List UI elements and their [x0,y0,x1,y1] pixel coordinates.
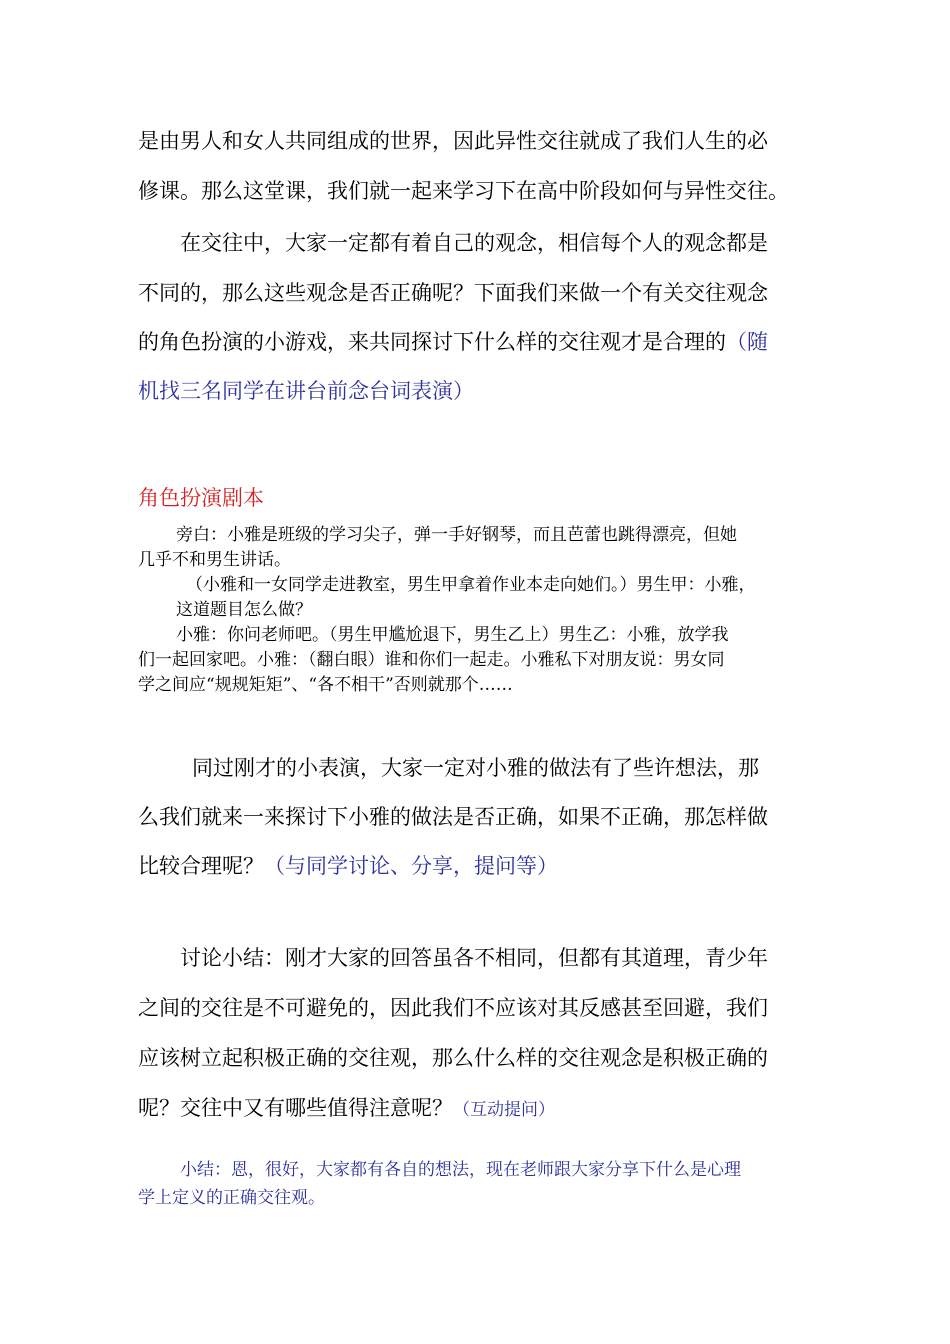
summary-line-1: 小结：恩，很好，大家都有各自的想法，现在老师跟大家分享下什么是心理 [180,1160,741,1180]
paragraph-4-line-4 [138,1092,555,1122]
paragraph-3-line-3-text: 比较合理呢？ [138,854,264,878]
summary-line-2: 学上定义的正确交往观。 [138,1188,325,1208]
paragraph-3-note: （与同学讨论、分享，提问等） [264,854,558,878]
paragraph-2-line-3-text: 的角色扮演的小游戏，来共同探讨下什么样的交往观才是合理的 [138,330,726,354]
paragraph-2-note-end: 机找三名同学在讲台前念台词表演） [138,379,474,403]
paragraph-4-line-1: 讨论小结：刚才大家的回答虽各不相同，但都有其道理，青少年 [180,946,768,970]
script-line-2: 几乎不和男生讲话。 [138,550,291,570]
script-line-7: 学之间应“规规矩矩”、“各不相干”否则就那个…… [138,675,513,695]
paragraph-2-line-2: 不同的，那么这些观念是否正确呢？下面我们来做一个有关交往观念 [138,281,768,305]
script-line-1: 旁白：小雅是班级的学习尖子，弹一手好钢琴，而且芭蕾也跳得漂亮，但她 [176,525,737,545]
paragraph-3-line-3 [138,850,558,880]
script-line-4: 这道题目怎么做？ [176,600,312,620]
paragraph-4-line-4-text: 呢？交往中又有哪些值得注意呢？ [138,1096,453,1120]
script-line-6: 们一起回家吧。小雅：（翻白眼）谁和你们一起走。小雅私下对朋友说：男女同 [138,650,725,670]
script-line-3: （小雅和一女同学走进教室，男生甲拿着作业本走向她们。）男生甲：小雅， [186,575,756,595]
paragraph-1-line-2: 修课。那么这堂课，我们就一起来学习下在高中阶段如何与异性交往。 [138,179,789,203]
paragraph-2-note-start: （随 [726,330,768,354]
paragraph-2-line-3 [138,326,768,356]
paragraph-4-line-3: 应该树立起积极正确的交往观，那么什么样的交往观念是积极正确的 [138,1046,768,1070]
script-line-5: 小雅：你问老师吧。（男生甲尴尬退下，男生乙上）男生乙：小雅，放学我 [176,625,729,645]
script-title: 角色扮演剧本 [138,486,264,510]
paragraph-4-note: （互动提问） [453,1100,555,1120]
paragraph-2-line-1: 在交往中，大家一定都有着自己的观念，相信每个人的观念都是 [180,231,768,255]
paragraph-1-line-1: 是由男人和女人共同组成的世界，因此异性交往就成了我们人生的必 [138,129,768,153]
paragraph-4-line-2: 之间的交往是不可避免的，因此我们不应该对其反感甚至回避，我们 [138,996,768,1020]
paragraph-3-line-2: 么我们就来一来探讨下小雅的做法是否正确，如果不正确，那怎样做 [138,805,768,829]
paragraph-3-line-1: 同过刚才的小表演，大家一定对小雅的做法有了些许想法，那 [192,756,759,780]
